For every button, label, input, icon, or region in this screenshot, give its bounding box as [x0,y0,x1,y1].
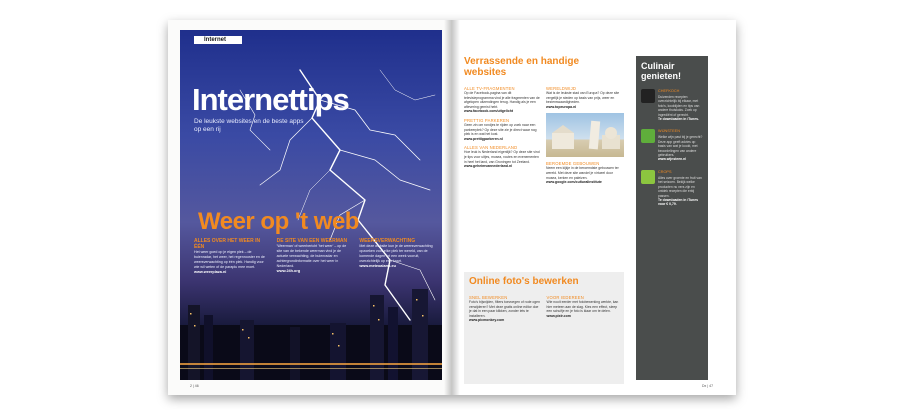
article-body: Wie nooit eerder met fotobewerking werkte, kan hier meteen aan de slag. Kies een effect, sleep een schuifje en je foto is klaar om te delen. [546,300,619,314]
photo-editing-box [464,272,624,384]
column-body: Met deze website kun je de weersverwachting opzoeken voor elke plek ter wereld, van de komende dagen tot een week vooruit, overzichtelijk op een kaart. [359,244,433,263]
sidebar-item-link[interactable]: Te downloaden in iTunes. [658,117,699,122]
article-url[interactable]: www.picmonkey.com [469,318,505,323]
sidebar-item-heading: WIJNSTEEN [658,129,680,134]
sidebar-item-link[interactable]: Te downloaden in iTunes voor € 0,79. [658,197,698,207]
article-heading: VOOR IEDEREEN [546,295,585,300]
magazine-spread [168,20,736,395]
page-subtitle: De leukste websites en de beste apps op een rij [194,118,304,133]
photo-editing-column [547,291,620,323]
article-url[interactable]: www.geheimvannederland.nl [464,164,513,169]
culinair-sidebar [636,56,708,380]
sidebar-item-body: Duizenden recepten overzichtelijk bij elkaar, met foto's, kooktijden en tips van andere thuiskoks. Zoek op ingrediënt of gerecht. [658,95,700,117]
column-url[interactable]: www.24h.org [276,269,301,273]
sidebar-item-body: Welke wijn past bij je gerecht? Deze app geeft advies op basis van wat je kookt, met beoordelingen van andere gebruikers. [658,135,703,158]
page-title: Internettips [192,82,349,117]
page-number-left: 2 | 46 [190,384,199,388]
article-url[interactable]: www.google.com/culturalinstitute [546,180,602,185]
article-url[interactable]: www.pixlr.com [546,313,571,318]
article-heading: WERELDWIJD [546,86,577,91]
article-body: Wat is de leukste stad van Europa? Op deze site vergelijk je steden op basis van prijs, weer en bezienswaardigheden. [546,91,620,105]
article-url[interactable]: www.prettigparkeren.nl [464,136,503,141]
websites-grid [464,82,624,185]
article-heading: ALLES VAN NEDERLAND [464,145,518,151]
weather-column [194,238,269,275]
article-url[interactable]: www.facebook.com/uitgelicht [464,109,514,114]
sidebar-item [641,89,703,121]
pisa-photo [546,113,624,157]
article-body: Neem een kijkje in de beroemdste gebouwen ter wereld. Met deze site wandel je virtueel door musea, kerken en paleizen. [546,166,619,180]
article-heading: ALLE TV-FRAGMENTEN [464,86,515,91]
left-page [168,20,452,395]
column-heading: ALLES OVER HET WEER IN ÉÉN [194,238,261,250]
column-heading: DE SITE VAN EEN WEERMAN [276,238,348,244]
websites-section [464,56,624,185]
weather-column [277,238,352,275]
weather-columns [194,238,434,275]
photo-editing-column [469,291,542,323]
article-heading: BEROEMDE GEBOUWEN [546,161,600,167]
chefkoch-app-icon [641,89,655,103]
page-number-right: Dx | 47 [702,384,714,388]
article-url[interactable]: www.topeuropa.nl [546,104,577,109]
article-body: Hoe leuk is Nederland eigenlijk? Op deze site vind je tips voor uitjes, musea, routes en evenementen in heel het land, van Groningen tot Zeeland. [464,150,540,164]
crops-app-icon [641,170,655,184]
column-body: 'Weerman' of weerbericht 'het weer' – op de site van de bekende weerman vind je de actuele verwachting, de buienradar en achtergrondinformatie over het weer in Nederland. [276,244,347,268]
article-heading: SNEL BEWERKEN [469,295,508,300]
sidebar-item [641,129,703,161]
sidebar-item-link[interactable]: www.wijnsteen.nl [658,157,687,162]
websites-column-2 [546,82,624,185]
article-body: Geen zin om rondjes te rijden op zoek naar een parkeerplek? Op deze site zie je direct waar nog plek is en wat het kost. [464,122,537,137]
sidebar-title: Culinair genieten! [641,61,682,81]
weather-heading: Weer op 't web [198,208,359,235]
weather-column [359,238,434,275]
section-tag: Internet [194,36,242,44]
column-url[interactable]: www.weerplaza.nl [194,270,227,274]
websites-column-1 [464,82,541,185]
sidebar-item-heading: CHEFKOCH [658,89,680,93]
photo-editing-heading: Online foto's bewerken [469,276,579,287]
column-url[interactable]: www.meteoalarm.eu [359,264,396,268]
websites-heading: Verrassende en handige websites [464,56,580,78]
wine-app-icon [641,129,655,143]
pisa-illustration [546,113,624,157]
city-skyline [180,285,442,380]
article-heading: PRETTIG PARKEREN [464,117,510,123]
column-body: Het weer goed op je eigen plek – de buienradar, het weer, het regenrooster en de weersverwachting op één plek. Handig voor wie wil weten of de paraplu mee moet. [194,250,265,269]
sidebar-item-heading: CROPS [658,169,672,174]
page-gutter-shadow [444,20,460,395]
article-body: Op de Facebook-pagina van dit televisieprogramma vind je alle fragmenten van de afgelopen uitzendingen terug. Handig als je een aflevering gemist hebt. [464,91,540,109]
right-page [452,20,736,395]
sidebar-item [641,170,703,207]
article-body: Foto's bijsnijden, filters toevoegen of rode ogen verwijderen? Met deze gratis online editor doe je dat in een paar klikken, zonder iets te installeren. [469,300,540,318]
photo-editing-grid [469,291,619,323]
sidebar-item-body: Alles over groente en fruit van het seizoen. Bekijk welke producten nu vers zijn en ontdek recepten die erbij passen. [658,175,702,198]
lightning-photo [180,30,442,380]
column-heading: WEERSVERWACHTING [359,238,416,244]
